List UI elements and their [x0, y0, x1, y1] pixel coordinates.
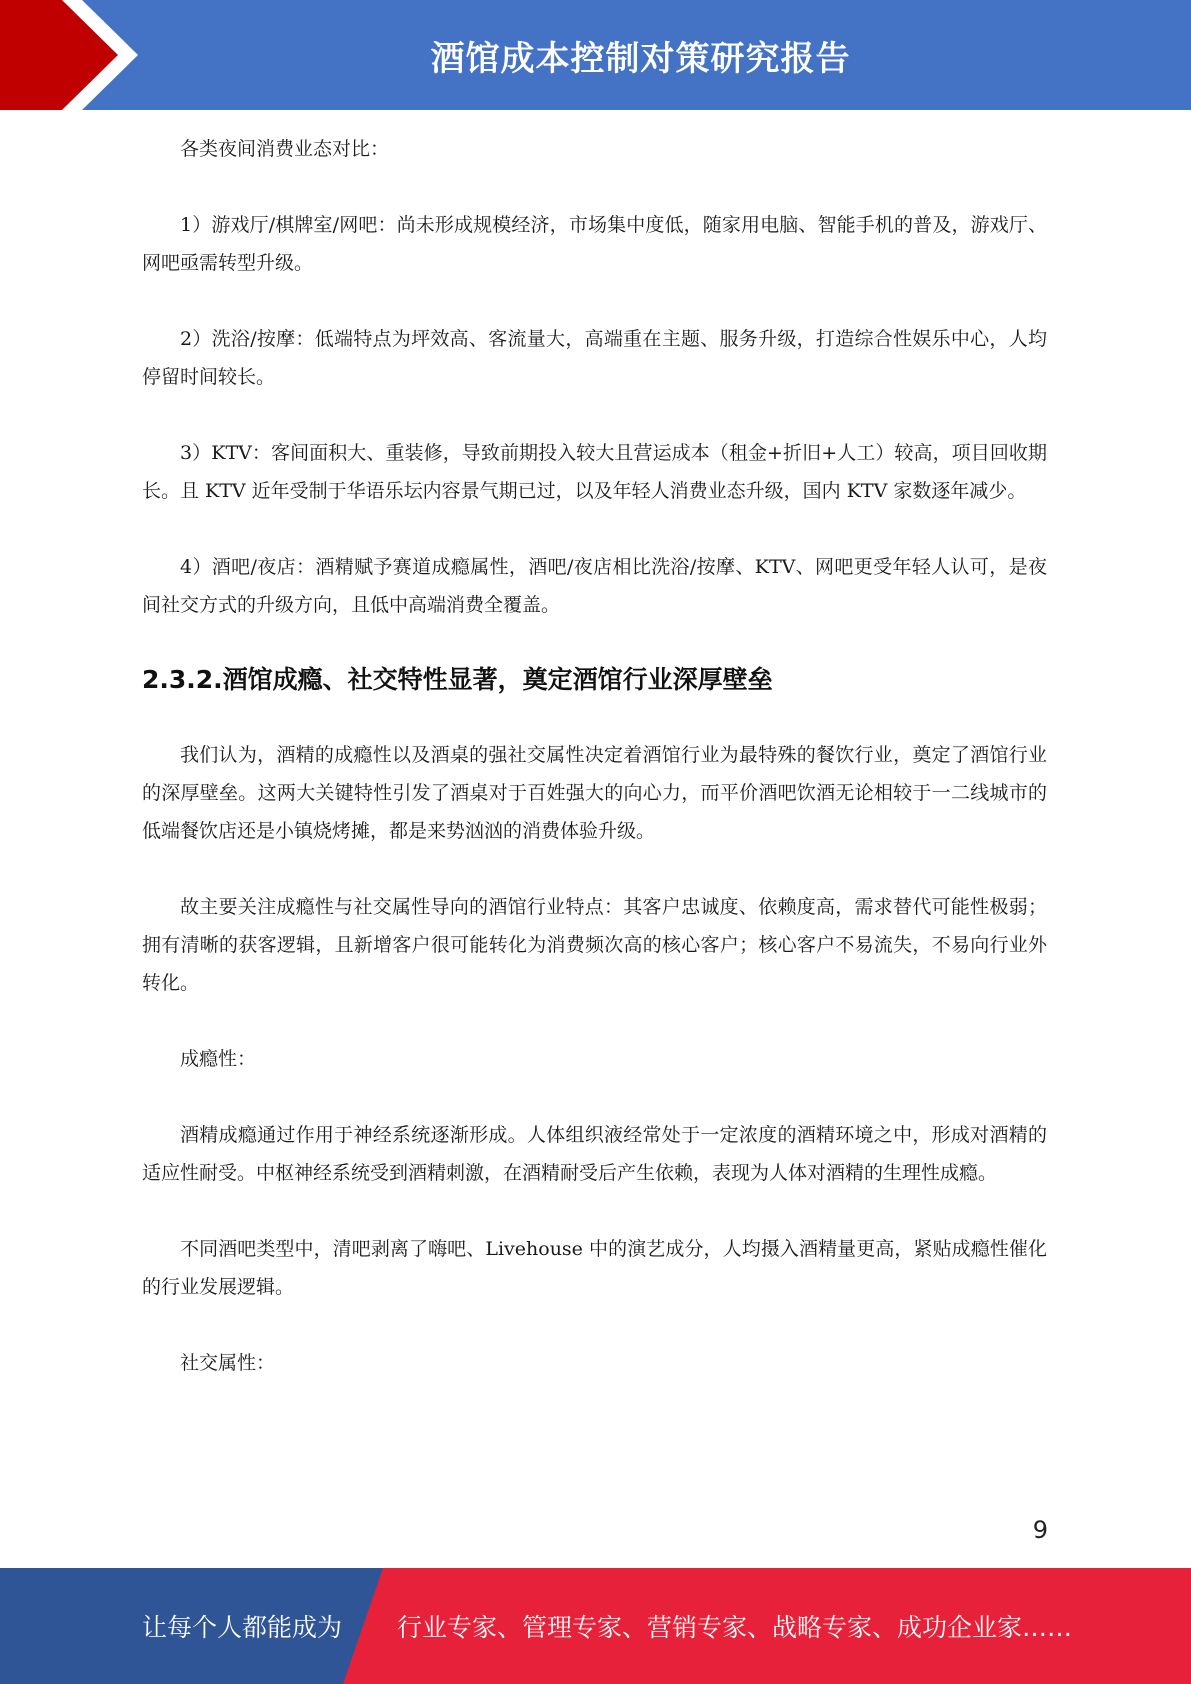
page-content: [142, 130, 1047, 1420]
paragraph: 酒精成瘾通过作用于神经系统逐渐形成。人体组织液经常处于一定浓度的酒精环境之中，形成对酒精的适应性耐受。中枢神经系统受到酒精刺激，在酒精耐受后产生依赖，表现为人体对酒精的生理性成瘾。: [142, 1124, 1047, 1184]
paragraph: 4）酒吧/夜店：酒精赋予赛道成瘾属性，酒吧/夜店相比洗浴/按摩、KTV、网吧更受年轻人认可，是夜间社交方式的升级方向，且低中高端消费全覆盖。: [142, 556, 1047, 616]
section-heading: 2.3.2.酒馆成瘾、社交特性显著，奠定酒馆行业深厚壁垒: [142, 665, 773, 694]
footer-slogan-left: 让每个人都能成为: [142, 1613, 343, 1642]
paragraph: 我们认为，酒精的成瘾性以及酒桌的强社交属性决定着酒馆行业为最特殊的餐饮行业，奠定了酒馆行业的深厚壁垒。这两大关键特性引发了酒桌对于百姓强大的向心力，而平价酒吧饮酒无论相较于一二线城市的低端餐饮店还是小镇烧烤摊，都是来势汹汹的消费体验升级。: [142, 744, 1047, 842]
page-footer: [0, 1568, 1191, 1684]
paragraph: 各类夜间消费业态对比：: [180, 138, 390, 160]
subheading-social: 社交属性：: [180, 1352, 276, 1374]
paragraph: 故主要关注成瘾性与社交属性导向的酒馆行业特点：其客户忠诚度、依赖度高，需求替代可能性极弱；拥有清晰的获客逻辑，且新增客户很可能转化为消费频次高的核心客户；核心客户不易流失，不易向行业外转化。: [142, 896, 1047, 994]
footer-slogan-right: 行业专家、管理专家、营销专家、战略专家、成功企业家……: [397, 1613, 1073, 1642]
paragraph: 2）洗浴/按摩：低端特点为坪效高、客流量大，高端重在主题、服务升级，打造综合性娱乐中心，人均停留时间较长。: [142, 328, 1047, 388]
paragraph: 不同酒吧类型中，清吧剥离了嗨吧、Livehouse 中的演艺成分，人均摄入酒精量更高，紧贴成瘾性催化的行业发展逻辑。: [142, 1238, 1047, 1298]
subheading-addiction: 成瘾性：: [180, 1048, 257, 1070]
page-number: 9: [1032, 1516, 1048, 1544]
page-header: [0, 0, 1191, 110]
paragraph: 3）KTV：客间面积大、重装修，导致前期投入较大且营运成本（租金+折旧+人工）较高，项目回收期长。且 KTV 近年受制于华语乐坛内容景气期已过，以及年轻人消费业态升级，国内 KTV 家数逐年减少。: [142, 442, 1047, 502]
paragraph: 1）游戏厅/棋牌室/网吧：尚未形成规模经济，市场集中度低，随家用电脑、智能手机的普及，游戏厅、网吧亟需转型升级。: [142, 214, 1047, 274]
report-title: 酒馆成本控制对策研究报告: [430, 38, 851, 79]
